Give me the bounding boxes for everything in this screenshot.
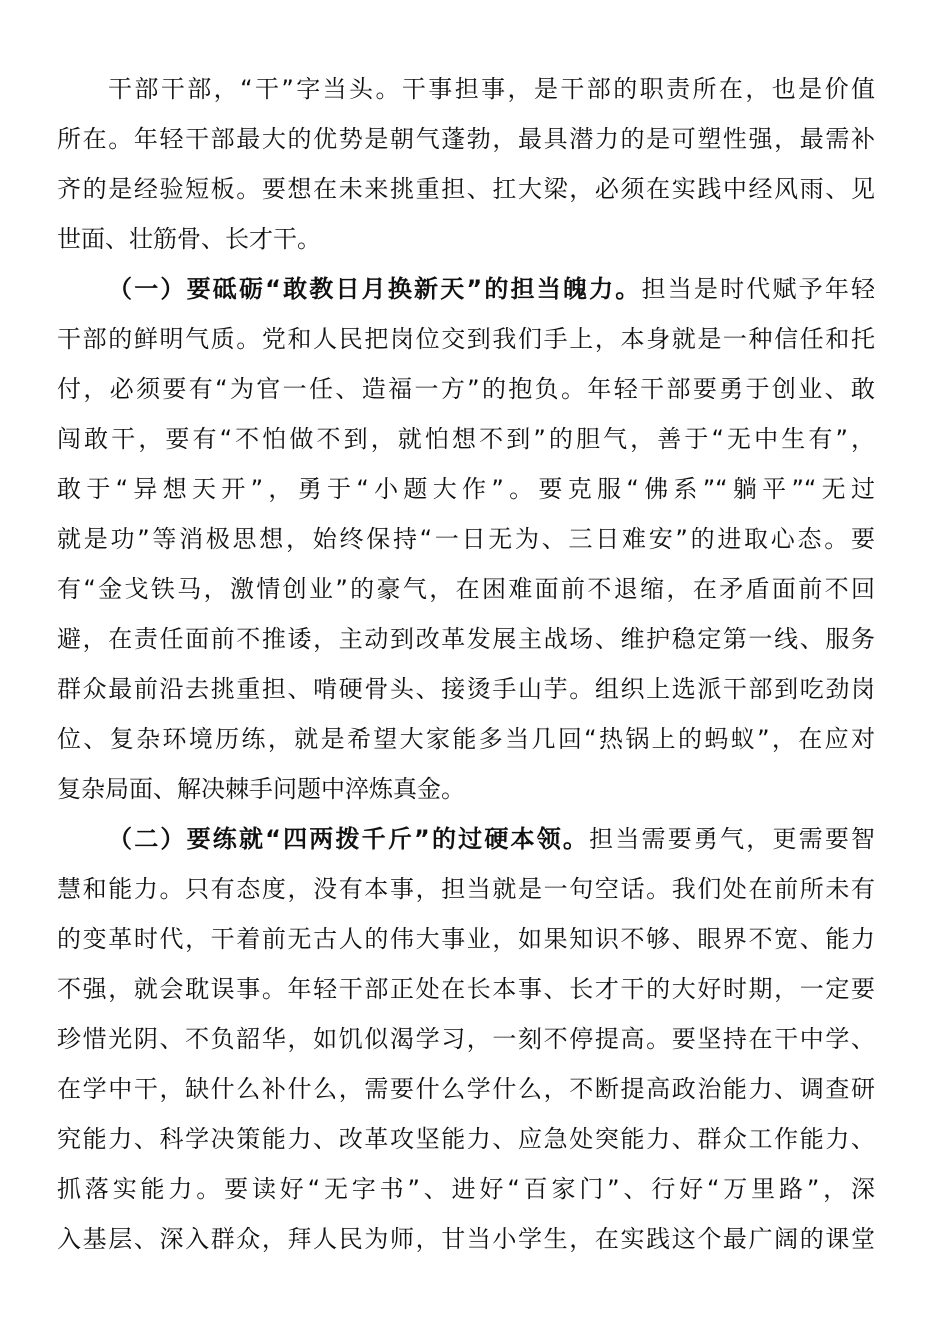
text-line: 所在。年轻干部最大的优势是朝气蓬勃，最具潜力的是可塑性强，最需补 [57,125,875,153]
text-line: 位、复杂环境历练，就是希望大家能多当几回“热锅上的蚂蚁”，在应对 [57,725,875,753]
text-line [57,820,875,870]
text-line: 珍惜光阴、不负韶华，如饥似渴学习，一刻不停提高。要坚持在干中学、 [57,1025,875,1053]
text-line: 究能力、科学决策能力、改革攻坚能力、应急处突能力、群众工作能力、 [57,1125,875,1153]
heading-continuation: 担当是时代赋予年轻 [641,275,876,303]
text-line: 敢于“异想天开”，勇于“小题大作”。要克服“佛系”“躺平”“无过 [57,475,875,503]
text-line: 不强，就会耽误事。年轻干部正处在长本事、长才干的大好时期，一定要 [57,975,875,1003]
text-line: 慧和能力。只有态度，没有本事，担当就是一句空话。我们处在前所未有 [57,875,875,903]
section-heading: （一）要砥砺“敢教日月换新天”的担当魄力。 [108,275,642,303]
section-two-paragraph [57,820,875,1270]
text-line: 的变革时代，干着前无古人的伟大事业，如果知识不够、眼界不宽、能力 [57,925,875,953]
text-line: 入基层、深入群众，拜人民为师，甘当小学生，在实践这个最广阔的课堂 [57,1225,875,1253]
text-line: 在学中干，缺什么补什么，需要什么学什么，不断提高政治能力、调查研 [57,1075,875,1103]
section-one-paragraph [57,270,875,820]
text-line: 群众最前沿去挑重担、啃硬骨头、接烫手山芋。组织上选派干部到吃劲岗 [57,675,875,703]
text-line: 就是功”等消极思想，始终保持“一日无为、三日难安”的进取心态。要 [57,525,875,553]
text-line: 干部的鲜明气质。党和人民把岗位交到我们手上，本身就是一种信任和托 [57,325,875,353]
text-line: 干部干部，“干”字当头。干事担事，是干部的职责所在，也是价值 [108,75,875,103]
text-line: 避，在责任面前不推诿，主动到改革发展主战场、维护稳定第一线、服务 [57,625,875,653]
text-line: 世面、壮筋骨、长才干。 [57,225,321,253]
text-line: 复杂局面、解决棘手问题中淬炼真金。 [57,775,465,803]
text-line: 闯敢干，要有“不怕做不到，就怕想不到”的胆气，善于“无中生有”， [57,425,875,453]
section-heading: （二）要练就“四两拨千斤”的过硬本领。 [108,825,590,853]
intro-paragraph [57,70,875,270]
text-line: 抓落实能力。要读好“无字书”、进好“百家门”、行好“万里路”，深 [57,1175,875,1203]
heading-continuation: 担当需要勇气，更需要智 [589,825,876,853]
document-page [57,70,875,1270]
text-line: 有“金戈铁马，激情创业”的豪气，在困难面前不退缩，在矛盾面前不回 [57,575,875,603]
text-line: 付，必须要有“为官一任、造福一方”的抱负。年轻干部要勇于创业、敢 [57,375,875,403]
text-line [57,270,875,320]
text-line: 齐的是经验短板。要想在未来挑重担、扛大梁，必须在实践中经风雨、见 [57,175,875,203]
